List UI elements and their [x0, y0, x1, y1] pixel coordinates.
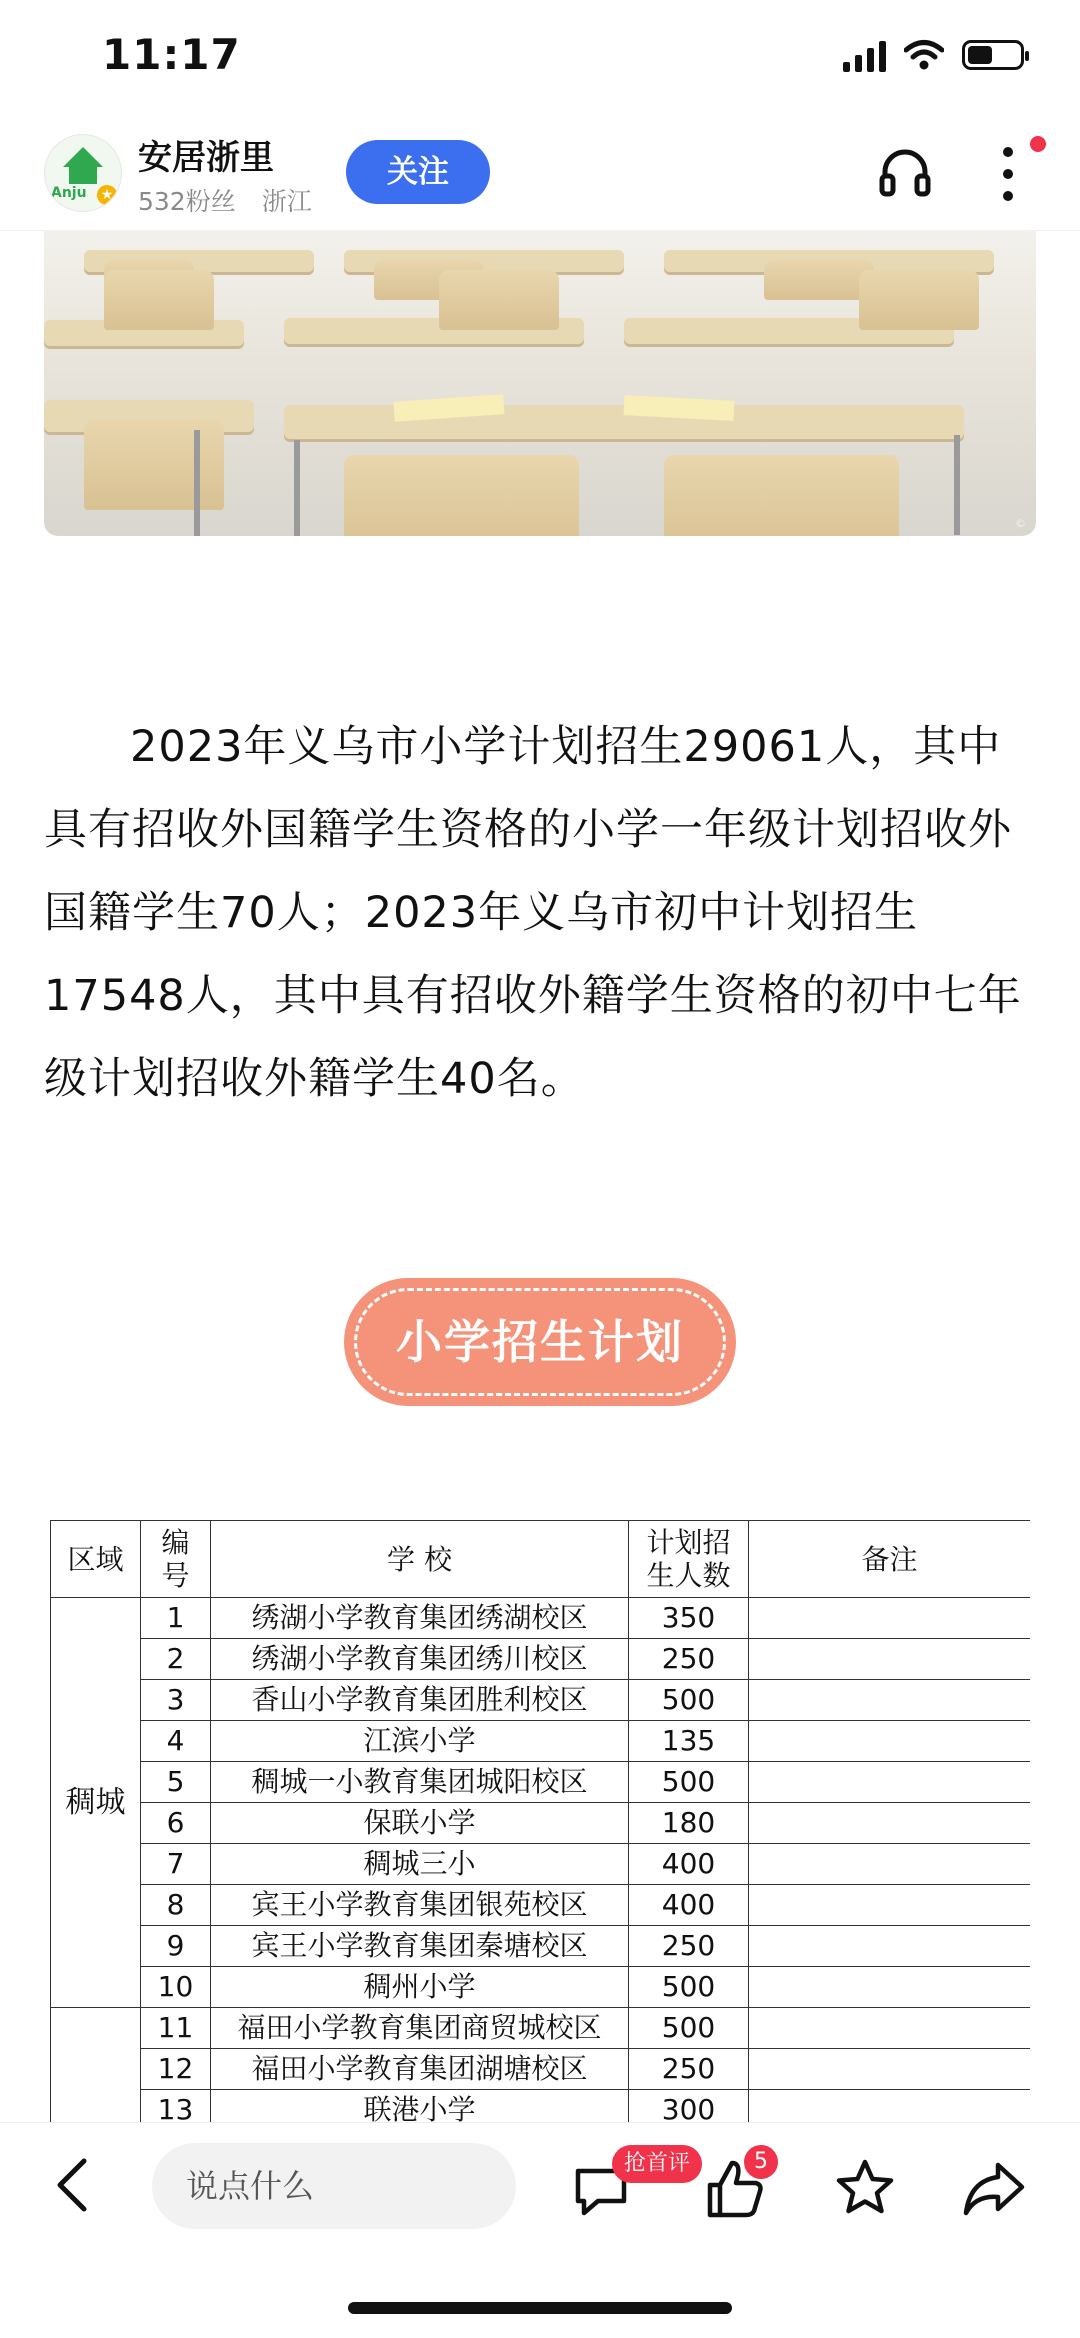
- follow-button[interactable]: 关注: [346, 140, 490, 204]
- row-planned: 250: [629, 1639, 749, 1680]
- header-school: 学 校: [211, 1521, 629, 1598]
- back-arrow-icon[interactable]: [50, 2157, 94, 2213]
- row-note: [749, 1598, 1031, 1639]
- comment-input[interactable]: [152, 2143, 516, 2229]
- wifi-icon: [904, 39, 944, 71]
- row-no: 9: [141, 1926, 211, 1967]
- home-indicator: [348, 2302, 732, 2314]
- author-location: 浙江: [261, 187, 312, 216]
- row-planned: 400: [629, 1844, 749, 1885]
- row-planned: 500: [629, 1967, 749, 2008]
- table-row: [51, 1967, 1031, 2008]
- row-no: 4: [141, 1721, 211, 1762]
- row-note: [749, 1803, 1031, 1844]
- table-row: [51, 1680, 1031, 1721]
- row-planned: 250: [629, 2049, 749, 2090]
- more-options-icon[interactable]: [998, 144, 1018, 204]
- row-no: 10: [141, 1967, 211, 2008]
- row-no: 7: [141, 1844, 211, 1885]
- table-row: [51, 1926, 1031, 1967]
- row-note: [749, 1844, 1031, 1885]
- row-school: 江滨小学: [211, 1721, 629, 1762]
- row-no: 1: [141, 1598, 211, 1639]
- row-school: 稠州小学: [211, 1967, 629, 2008]
- row-school: 福田小学教育集团商贸城校区: [211, 2008, 629, 2049]
- row-note: [749, 2049, 1031, 2090]
- row-no: 6: [141, 1803, 211, 1844]
- row-planned: 500: [629, 1762, 749, 1803]
- table-row: [51, 1803, 1031, 1844]
- row-school: 联港小学: [211, 2090, 629, 2123]
- row-school: 绣湖小学教育集团绣湖校区: [211, 1598, 629, 1639]
- status-bar: [0, 0, 1080, 118]
- enrollment-table: [50, 1520, 1030, 2122]
- share-icon[interactable]: [962, 2159, 1026, 2217]
- header-no: 编号: [141, 1521, 211, 1598]
- row-no: 12: [141, 2049, 211, 2090]
- table-header-row: [51, 1521, 1031, 1598]
- row-planned: 180: [629, 1803, 749, 1844]
- row-school: 保联小学: [211, 1803, 629, 1844]
- row-no: 2: [141, 1639, 211, 1680]
- author-name[interactable]: 安居浙里: [138, 138, 274, 178]
- row-school: 稠城一小教育集团城阳校区: [211, 1762, 629, 1803]
- row-note: [749, 1967, 1031, 2008]
- table-row: [51, 1639, 1031, 1680]
- row-planned: 350: [629, 1598, 749, 1639]
- battery-icon: [962, 40, 1024, 70]
- photo-watermark: ©: [1015, 517, 1026, 530]
- first-comment-badge: 抢首评: [612, 2145, 702, 2183]
- row-note: [749, 1926, 1031, 1967]
- section-badge: [344, 1278, 736, 1406]
- row-note: [749, 1680, 1031, 1721]
- row-planned: 500: [629, 1680, 749, 1721]
- header-planned: 计划招生人数: [629, 1521, 749, 1598]
- region-cell: [51, 2008, 141, 2123]
- row-note: [749, 2090, 1031, 2123]
- row-note: [749, 2008, 1031, 2049]
- table-row: [51, 1844, 1031, 1885]
- row-planned: 300: [629, 2090, 749, 2123]
- status-time: 11:17: [102, 30, 241, 79]
- follower-count: 532粉丝: [138, 187, 236, 216]
- classroom-photo: [44, 230, 1036, 536]
- row-school: 宾王小学教育集团银苑校区: [211, 1885, 629, 1926]
- favorite-star-icon[interactable]: [834, 2157, 896, 2219]
- table-row: [51, 2008, 1031, 2049]
- row-no: 5: [141, 1762, 211, 1803]
- article-header: [0, 118, 1080, 231]
- table-row: [51, 1885, 1031, 1926]
- row-note: [749, 1639, 1031, 1680]
- row-no: 3: [141, 1680, 211, 1721]
- verified-star-icon: ★: [97, 185, 117, 205]
- row-planned: 400: [629, 1885, 749, 1926]
- row-note: [749, 1721, 1031, 1762]
- header-note: 备注: [749, 1521, 1031, 1598]
- row-school: 香山小学教育集团胜利校区: [211, 1680, 629, 1721]
- row-planned: 500: [629, 2008, 749, 2049]
- region-cell: 稠城: [51, 1598, 141, 2008]
- author-meta: [138, 182, 312, 218]
- table-row: [51, 1598, 1031, 1639]
- row-planned: 135: [629, 1721, 749, 1762]
- author-avatar[interactable]: [44, 134, 122, 212]
- like-count-badge: 5: [744, 2145, 778, 2179]
- table-row: [51, 1721, 1031, 1762]
- section-badge-label: 小学招生计划: [396, 1315, 684, 1369]
- headphone-icon[interactable]: [877, 144, 933, 200]
- comment-placeholder: 说点什么: [186, 2167, 315, 2205]
- house-icon: [63, 147, 103, 167]
- article-paragraph: 2023年义乌市小学计划招生29061人，其中具有招收外国籍学生资格的小学一年级计划招收外国籍学生70人；2023年义乌市初中计划招生17548人，其中具有招收外籍学生资格的初中七年级计划招收外籍学生40名。: [44, 722, 1022, 1104]
- row-note: [749, 1885, 1031, 1926]
- cellular-signal-icon: [843, 38, 886, 72]
- row-school: 绣湖小学教育集团绣川校区: [211, 1639, 629, 1680]
- row-school: 福田小学教育集团湖塘校区: [211, 2049, 629, 2090]
- table-row: [51, 1762, 1031, 1803]
- row-no: 11: [141, 2008, 211, 2049]
- table-row: [51, 2049, 1031, 2090]
- notification-dot: [1030, 136, 1046, 152]
- header-region: 区域: [51, 1521, 141, 1598]
- row-no: 13: [141, 2090, 211, 2123]
- table-row: [51, 2090, 1031, 2123]
- row-school: 宾王小学教育集团秦塘校区: [211, 1926, 629, 1967]
- row-no: 8: [141, 1885, 211, 1926]
- row-school: 稠城三小: [211, 1844, 629, 1885]
- row-note: [749, 1762, 1031, 1803]
- status-icons: [843, 38, 1024, 72]
- row-planned: 250: [629, 1926, 749, 1967]
- avatar-logo-text: Anju: [51, 185, 87, 201]
